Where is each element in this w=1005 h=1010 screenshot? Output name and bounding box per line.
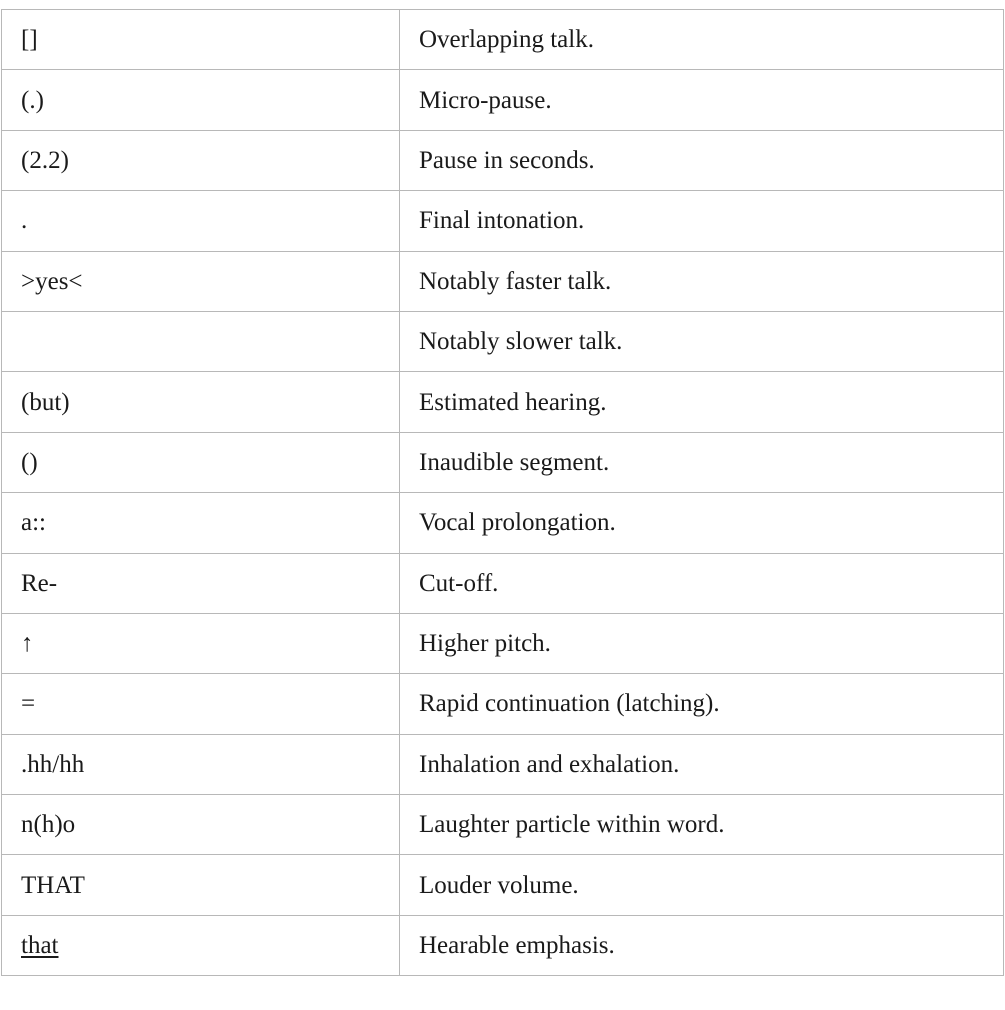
meaning-cell: Cut-off. — [400, 553, 1004, 613]
symbol-cell — [2, 915, 400, 975]
symbol-cell: . — [2, 191, 400, 251]
symbol-cell: (2.2) — [2, 130, 400, 190]
meaning-cell: Estimated hearing. — [400, 372, 1004, 432]
symbol-cell: Re- — [2, 553, 400, 613]
table-row — [2, 372, 1004, 432]
meaning-cell: Inhalation and exhalation. — [400, 734, 1004, 794]
table-row — [2, 915, 1004, 975]
meaning-cell: Notably faster talk. — [400, 251, 1004, 311]
underlined-symbol: that — [21, 932, 59, 960]
table-row — [2, 493, 1004, 553]
table-row — [2, 70, 1004, 130]
meaning-cell: Louder volume. — [400, 855, 1004, 915]
symbol-cell: .hh/hh — [2, 734, 400, 794]
symbol-cell — [2, 311, 400, 371]
table-body — [2, 10, 1004, 976]
table-row — [2, 613, 1004, 673]
table-row — [2, 10, 1004, 70]
transcription-conventions-table — [1, 9, 1004, 976]
table-row — [2, 251, 1004, 311]
symbol-cell: THAT — [2, 855, 400, 915]
meaning-cell: Rapid continuation (latching). — [400, 674, 1004, 734]
symbol-cell: n(h)o — [2, 795, 400, 855]
table-row — [2, 191, 1004, 251]
table-row — [2, 432, 1004, 492]
meaning-cell: Notably slower talk. — [400, 311, 1004, 371]
symbol-cell: [] — [2, 10, 400, 70]
meaning-cell: Final intonation. — [400, 191, 1004, 251]
symbol-cell: () — [2, 432, 400, 492]
meaning-cell: Pause in seconds. — [400, 130, 1004, 190]
meaning-cell: Vocal prolongation. — [400, 493, 1004, 553]
meaning-cell: Higher pitch. — [400, 613, 1004, 673]
symbol-cell: = — [2, 674, 400, 734]
symbol-cell: >yes< — [2, 251, 400, 311]
symbol-cell: a:: — [2, 493, 400, 553]
symbol-cell: ↑ — [2, 613, 400, 673]
meaning-cell: Overlapping talk. — [400, 10, 1004, 70]
symbol-cell: (but) — [2, 372, 400, 432]
transcription-conventions-table-container — [1, 9, 1003, 976]
table-row — [2, 553, 1004, 613]
meaning-cell: Laughter particle within word. — [400, 795, 1004, 855]
meaning-cell: Micro-pause. — [400, 70, 1004, 130]
table-row — [2, 734, 1004, 794]
table-row — [2, 130, 1004, 190]
meaning-cell: Inaudible segment. — [400, 432, 1004, 492]
table-row — [2, 674, 1004, 734]
table-row — [2, 795, 1004, 855]
meaning-cell: Hearable emphasis. — [400, 915, 1004, 975]
symbol-cell: (.) — [2, 70, 400, 130]
table-row — [2, 311, 1004, 371]
table-row — [2, 855, 1004, 915]
